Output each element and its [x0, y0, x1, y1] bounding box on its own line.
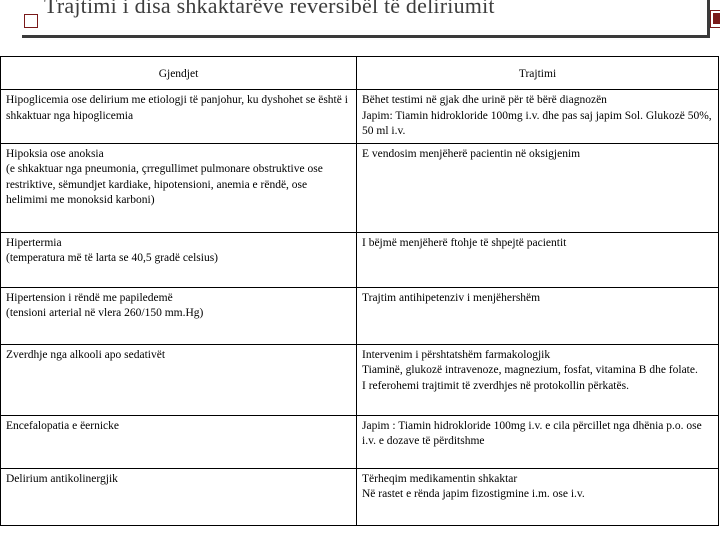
condition-cell: Hipertension i rëndë me papiledemë (tensioni arterial në vlera 260/150 mm.Hg) [1, 287, 357, 344]
treatment-cell: Intervenim i përshtatshëm farmakologjik Tiaminë, glukozë intravenoze, magnezium, fosfat, vitamina B dhe folate. I referohemi trajtimit të zverdhjes në protokollin përkatës. [357, 344, 719, 415]
square-bullet-icon [24, 14, 38, 28]
table-row [1, 415, 719, 468]
condition-cell: Zverdhje nga alkooli apo sedativët [1, 344, 357, 415]
table-row [1, 287, 719, 344]
treatment-cell: Tërheqim medikamentin shkaktar Në rastet e rënda japim fizostigmine i.m. ose i.v. [357, 468, 719, 525]
slide-title: Trajtimi i disa shkaktarëve reversibël të deliriumit [44, 0, 495, 18]
condition-cell: Hipoksia ose anoksia (e shkaktuar nga pneumonia, çrregullimet pulmonare obstruktive ose restriktive, sëmundjet kardiake, hipotensioni, anemia e rëndë, ose helimimi me monoksid karboni) [1, 143, 357, 232]
table-row [1, 143, 719, 232]
table-row [1, 468, 719, 525]
filled-square-bullet-icon [710, 10, 720, 28]
treatment-cell: E vendosim menjëherë pacientin në oksigjenim [357, 143, 719, 232]
treatment-table [0, 56, 719, 526]
title-bar [22, 0, 710, 38]
column-header-treatment: Trajtimi [357, 57, 719, 90]
condition-cell: Delirium antikolinergjik [1, 468, 357, 525]
treatment-cell: Japim : Tiamin hidrokloride 100mg i.v. e cila përcillet nga dhënia p.o. ose i.v. e dozave të përditshme [357, 415, 719, 468]
table-header-row [1, 57, 719, 90]
table-row [1, 90, 719, 144]
table-row [1, 344, 719, 415]
column-header-conditions: Gjendjet [1, 57, 357, 90]
condition-cell: Hipertermia (temperatura më të larta se 40,5 gradë celsius) [1, 232, 357, 287]
table-row [1, 232, 719, 287]
condition-cell: Hipoglicemia ose delirium me etiologji të panjohur, ku dyshohet se është i shkaktuar nga hipoglicemia [1, 90, 357, 144]
condition-cell: Encefalopatia e ëernicke [1, 415, 357, 468]
treatment-cell: I bëjmë menjëherë ftohje të shpejtë pacientit [357, 232, 719, 287]
treatment-cell: Bëhet testimi në gjak dhe urinë për të bërë diagnozën Japim: Tiamin hidrokloride 100mg i.v. dhe pas saj japim Sol. Glukozë 50%, 50 ml i.v. [357, 90, 719, 144]
treatment-cell: Trajtim antihipetenziv i menjëhershëm [357, 287, 719, 344]
